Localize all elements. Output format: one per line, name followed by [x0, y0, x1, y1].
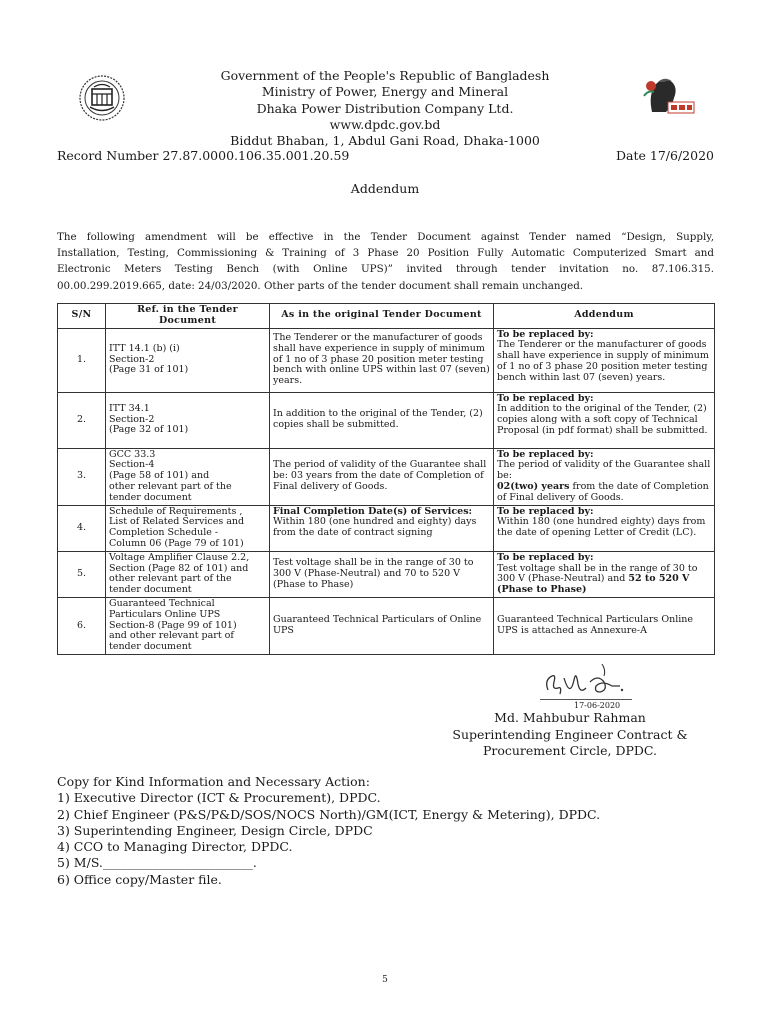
header-sn: S/N	[58, 304, 106, 329]
row-addendum	[494, 328, 715, 392]
ref-line: tender document	[109, 641, 192, 653]
letterhead-line-company: Dhaka Power Distribution Company Ltd.	[256, 100, 514, 116]
header-addendum: Addendum	[494, 304, 715, 329]
original-text: In addition to the original of the Tender, (2) copies shall be submitted.	[273, 408, 483, 431]
ref-line: other relevant part of the	[109, 573, 232, 585]
row-addendum	[494, 392, 715, 448]
copy-item: 5) M/S.________________________.	[57, 855, 257, 871]
original-text: Test voltage shall be in the range of 30 to 300 V (Phase-Neutral) and 70 to 520 V (Phase to Phase)	[273, 557, 474, 590]
row-ref	[106, 597, 270, 654]
row-ref	[106, 328, 270, 392]
addendum-text: The Tenderer or the manufacturer of goods shall have experience in supply of minimum of 1 no of 3 phase 20 position meter testing bench within last 07 (seven) years.	[497, 339, 709, 383]
row-ref	[106, 392, 270, 448]
ref-line: (Page 31 of 101)	[109, 364, 189, 376]
addendum-bold-part: 52 to 520 V (Phase to Phase)	[497, 573, 690, 596]
row-original	[270, 448, 494, 505]
addendum-text: In addition to the original of the Tender, (2) copies along with a soft copy of Technical Proposal (in pdf format) shall be submitted.	[497, 403, 708, 436]
table-row	[58, 597, 715, 654]
intro-line: Electronic Meters Testing Bench (with Online UPS)” invited through tender invitation no. 87.106.315.	[57, 263, 714, 276]
row-sn: 1.	[58, 328, 106, 392]
row-sn: 4.	[58, 505, 106, 551]
signature-date: 17-06-2020	[574, 701, 621, 710]
ref-line: List of Related Services and	[109, 516, 245, 528]
page-number: 5	[382, 975, 388, 985]
copy-heading: Copy for Kind Information and Necessary Action:	[57, 774, 370, 789]
signatory-title: Superintending Engineer Contract &	[452, 726, 688, 742]
addendum-bold-part: 02(two) years	[497, 480, 570, 492]
ref-line: tender document	[109, 584, 192, 596]
document-date: Date 17/6/2020	[616, 148, 714, 163]
row-sn: 2.	[58, 392, 106, 448]
ref-line: Section-2	[109, 413, 155, 425]
ref-line: and other relevant part of	[109, 630, 234, 642]
letterhead	[150, 68, 620, 149]
original-text: Within 180 (one hundred and eighty) days from the date of contract signing	[273, 516, 477, 539]
row-sn: 6.	[58, 597, 106, 654]
signatory-title: Procurement Circle, DPDC.	[482, 743, 658, 758]
ref-line: Section-4	[109, 459, 155, 471]
ref-line: (Page 58 of 101) and	[109, 470, 210, 482]
ref-line: ITT 14.1 (b) (i)	[109, 342, 180, 354]
letterhead-line-address: Biddut Bhaban, 1, Abdul Gani Road, Dhaka-1000	[230, 133, 540, 149]
signature-line	[540, 699, 632, 700]
replaced-by-label: To be replaced by:	[497, 328, 594, 340]
signatory-name: Md. Mahbubur Rahman	[494, 710, 646, 725]
row-ref	[106, 551, 270, 597]
copy-item: 1) Executive Director (ICT & Procurement), DPDC.	[57, 790, 381, 806]
original-bold-text: Final Completion Date(s) of Services:	[273, 505, 473, 517]
ref-line: Column 06 (Page 79 of 101)	[109, 537, 244, 549]
intro-line: 00.00.299.2019.665, date: 24/03/2020. Other parts of the tender document shall remain unchanged.	[57, 279, 584, 292]
table-row	[58, 505, 715, 551]
table-row	[58, 551, 715, 597]
addendum-text-part: The period of validity of the Guarantee shall be:	[497, 459, 711, 482]
letterhead-line-ministry: Ministry of Power, Energy and Mineral	[261, 84, 509, 100]
copy-item: 2) Chief Engineer (P&S/P&D/SOS/NOCS North)/GM(ICT, Energy & Metering), DPDC.	[57, 806, 601, 822]
original-text: The period of validity of the Guarantee shall be: 03 years from the date of Completion of Final delivery of Goods.	[273, 459, 487, 492]
mujib-borsho-logo-icon	[638, 72, 696, 120]
replaced-by-label: To be replaced by:	[497, 448, 594, 460]
addendum-text	[497, 564, 711, 596]
row-original	[270, 328, 494, 392]
ref-line: Guaranteed Technical	[109, 597, 215, 609]
row-addendum	[494, 551, 715, 597]
ref-line: (Page 32 of 101)	[109, 424, 189, 436]
row-sn: 3.	[58, 448, 106, 505]
table-row	[58, 328, 715, 392]
signatory-block	[430, 710, 710, 760]
row-sn: 5.	[58, 551, 106, 597]
table-row	[58, 448, 715, 505]
intro-paragraph	[57, 229, 714, 294]
replaced-by-label: To be replaced by:	[497, 392, 594, 404]
record-number: Record Number 27.87.0000.106.35.001.20.59	[57, 148, 350, 163]
addendum-text: Within 180 (one hundred eighty) days from the date of opening Letter of Credit (LC).	[497, 516, 706, 539]
copy-distribution	[57, 774, 677, 888]
row-original	[270, 597, 494, 654]
copy-item: 3) Superintending Engineer, Design Circle, DPDC	[57, 822, 373, 838]
row-addendum	[494, 448, 715, 505]
row-original	[270, 551, 494, 597]
row-addendum	[494, 597, 715, 654]
addendum-text-tail: from the date of Completion of Final delivery of Goods.	[497, 480, 709, 503]
ref-line: Completion Schedule -	[109, 527, 219, 539]
row-ref	[106, 505, 270, 551]
original-text: The Tenderer or the manufacturer of goods shall have experience in supply of minimum of 1 no of 3 phase 20 position meter testing bench with online UPS within last 07 (seven) years.	[273, 332, 490, 387]
ref-line: Particulars Online UPS	[109, 608, 221, 620]
ref-line: Voltage Amplifier Clause 2.2,	[109, 551, 250, 563]
row-original	[270, 392, 494, 448]
ref-line: tender document	[109, 491, 192, 503]
amendment-table	[57, 303, 715, 655]
ref-line: other relevant part of the	[109, 480, 232, 492]
document-title: Addendum	[350, 181, 420, 196]
intro-line: Installation, Testing, Commissioning & Training of 3 Phase 20 Position Fully Automatic Computerized Smart and	[57, 247, 714, 260]
original-text: Guaranteed Technical Particulars of Online UPS	[273, 614, 482, 636]
ref-line: Schedule of Requirements ,	[109, 505, 243, 517]
ref-line: Section-8 (Page 99 of 101)	[109, 619, 237, 631]
addendum-text	[497, 460, 711, 503]
row-original	[270, 505, 494, 551]
letterhead-line-government: Government of the People's Republic of Bangladesh	[220, 68, 550, 83]
table-header-row	[58, 304, 715, 329]
ref-line: GCC 33.3	[109, 448, 156, 460]
row-addendum	[494, 505, 715, 551]
header-original: As in the original Tender Document	[270, 304, 494, 329]
copy-item: 4) CCO to Managing Director, DPDC.	[57, 839, 293, 855]
intro-line: The following amendment will be effective in the Tender Document against Tender named “Design, Supply,	[57, 231, 714, 243]
ref-line: Section-2	[109, 353, 155, 365]
table-row	[58, 392, 715, 448]
row-ref	[106, 448, 270, 505]
letterhead-line-website: www.dpdc.gov.bd	[329, 116, 441, 132]
ref-line: Section (Page 82 of 101) and	[109, 562, 249, 574]
addendum-text-part: Test voltage shall be in the range of 30 to 300 V (Phase-Neutral) and	[497, 562, 698, 585]
header-ref: Ref. in the Tender Document	[106, 304, 270, 329]
copy-item: 6) Office copy/Master file.	[57, 871, 222, 887]
replaced-by-label: To be replaced by:	[497, 505, 594, 517]
ref-line: ITT 34.1	[109, 402, 150, 414]
addendum-text: Guaranteed Technical Particulars Online UPS is attached as Annexure-A	[497, 614, 694, 636]
government-emblem-icon	[78, 74, 126, 122]
record-row	[57, 148, 714, 163]
replaced-by-label: To be replaced by:	[497, 551, 594, 563]
